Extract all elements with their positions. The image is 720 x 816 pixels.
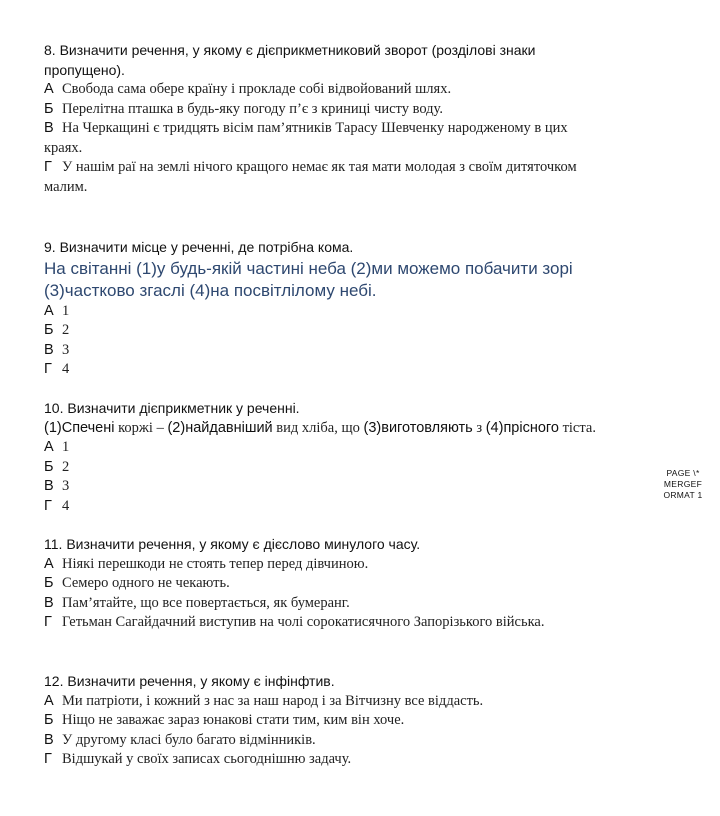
question-9-sentence-line-2 <box>44 280 684 302</box>
question-12-option-b <box>44 711 684 731</box>
option-text: Відшукай у своїх записах сьогоднішню задачу. <box>62 751 352 767</box>
option-label: А <box>44 692 54 709</box>
sentence-fragment: частково згаслі <box>64 280 190 300</box>
question-9-sentence-line-1 <box>44 258 684 280</box>
option-text: Семеро одного не чекають. <box>62 575 230 591</box>
question-10 <box>44 399 684 516</box>
sentence-fragment: на посвітлілому небі. <box>210 280 377 300</box>
question-10-sentence <box>44 419 684 439</box>
option-label: В <box>44 120 54 136</box>
question-8 <box>44 41 684 197</box>
option-text: 3 <box>62 341 70 358</box>
option-label: В <box>44 594 54 611</box>
option-label: А <box>44 439 54 455</box>
option-label: А <box>44 302 54 319</box>
option-text: 2 <box>62 458 70 475</box>
option-label: Б <box>44 458 54 475</box>
question-9-title <box>44 238 684 258</box>
sentence-fragment: у будь-якій частині неба <box>156 258 351 278</box>
option-text: 4 <box>62 361 70 377</box>
option-text: Пам’ятайте, що все повертається, як бумеранг. <box>62 594 350 611</box>
option-text-continuation: малим. <box>44 178 88 195</box>
question-8-title <box>44 41 684 61</box>
question-8-title-line-2: пропущено). <box>44 61 125 78</box>
question-11-option-v <box>44 594 684 614</box>
question-11-title <box>44 535 684 555</box>
question-11-option-b <box>44 574 684 594</box>
option-text-continuation: краях. <box>44 139 83 156</box>
question-10-title-text: 10. Визначити дієприкметник у реченні. <box>44 400 300 416</box>
question-9-option-a <box>44 302 684 322</box>
sentence-fragment: коржі – <box>114 419 168 436</box>
question-8-option-b <box>44 100 684 120</box>
option-label: А <box>44 555 54 572</box>
question-8-option-h <box>44 158 684 178</box>
question-9-title-text: 9. Визначити місце у реченні, де потрібна кома. <box>44 239 354 255</box>
question-9-option-h <box>44 360 684 380</box>
question-12-option-v <box>44 731 684 751</box>
question-10-title <box>44 399 684 419</box>
option-label: Б <box>44 575 54 591</box>
option-text: Ми патріоти, і кожний з нас за наш народ і за Вітчизну все віддасть. <box>62 692 484 709</box>
option-text: 1 <box>62 439 70 455</box>
option-text: 4 <box>62 497 70 514</box>
question-12-option-h <box>44 750 684 770</box>
question-10-option-b <box>44 458 684 478</box>
comma-position-marker: (2) <box>350 258 372 278</box>
question-12 <box>44 672 684 770</box>
sentence-fragment: ми можемо побачити зорі <box>371 258 573 278</box>
option-label: В <box>44 731 54 748</box>
question-12-title-text: 12. Визначити речення, у якому є інфінфтив. <box>44 673 335 689</box>
option-text: У нашім раї на землі нічого кращого немає як тая мати молодая з своїм дитяточком <box>62 159 577 175</box>
option-label: Г <box>44 614 52 630</box>
page-field-line-3: ORMAT 1 <box>663 490 703 500</box>
question-10-option-a <box>44 438 684 458</box>
option-label: В <box>44 341 54 358</box>
option-text: Свобода сама обере країну і прокладе собі відвойований шлях. <box>62 81 452 97</box>
page-number-field <box>655 468 711 501</box>
option-text: 1 <box>62 302 70 319</box>
numbered-word: (3)виготовляють <box>363 419 473 436</box>
option-label: Б <box>44 100 54 117</box>
option-label: Г <box>44 361 52 377</box>
option-label: Г <box>44 497 52 514</box>
option-text: На Черкащині є тридцять вісім пам’ятників Тарасу Шевченку народженому в цих <box>62 120 568 136</box>
question-8-option-v <box>44 119 684 139</box>
option-label: Б <box>44 322 54 338</box>
comma-position-marker: (4) <box>189 280 211 300</box>
question-8-title-cont <box>44 61 684 81</box>
option-text: Перелітна пташка в будь-яку погоду п’є з криниці чисту воду. <box>62 100 443 117</box>
question-12-option-a <box>44 692 684 712</box>
sentence-fragment: вид хліба, що <box>272 419 364 436</box>
question-9 <box>44 238 684 380</box>
option-text: 3 <box>62 478 70 494</box>
option-label: Г <box>44 751 52 767</box>
option-label: Г <box>44 159 52 175</box>
option-text: Гетьман Сагайдачний виступив на чолі сорокатисячного Запорізького війська. <box>62 614 545 630</box>
comma-position-marker: (1) <box>136 258 157 278</box>
sentence-fragment: тіста. <box>558 419 596 436</box>
question-11 <box>44 535 684 633</box>
numbered-word: (4)прісного <box>485 419 559 436</box>
option-label: В <box>44 478 54 494</box>
question-9-option-v <box>44 341 684 361</box>
option-text: Ніякі перешкоди не стоять тепер перед дівчиною. <box>62 555 369 572</box>
question-11-title-text: 11. Визначити речення, у якому є дієслово минулого часу. <box>44 536 421 552</box>
page-field-line-2: MERGEF <box>663 479 703 489</box>
question-9-option-b <box>44 321 684 341</box>
numbered-word: (2)найдавніший <box>167 419 273 436</box>
option-text: Ніщо не заважає зараз юнакові стати тим, ким він хоче. <box>62 712 405 728</box>
sentence-fragment: з <box>472 419 486 436</box>
option-text: 2 <box>62 322 70 338</box>
question-8-option-h-cont <box>44 178 684 198</box>
option-label: Б <box>44 712 54 728</box>
question-8-option-a <box>44 80 684 100</box>
question-12-title <box>44 672 684 692</box>
question-10-option-h <box>44 497 684 517</box>
question-11-option-a <box>44 555 684 575</box>
question-10-option-v <box>44 477 684 497</box>
page-field-line-1: PAGE \* <box>666 468 700 478</box>
option-label: А <box>44 81 54 97</box>
question-8-option-v-cont <box>44 139 684 159</box>
comma-position-marker: (3) <box>44 280 65 300</box>
sentence-fragment: На світанні <box>44 258 137 278</box>
numbered-word: (1)Спечені <box>44 419 115 436</box>
question-11-option-h <box>44 613 684 633</box>
question-8-title-line-1: 8. Визначити речення, у якому є дієприкметниковий зворот (розділові знаки <box>44 42 536 58</box>
option-text: У другому класі було багато відмінників. <box>62 731 316 748</box>
